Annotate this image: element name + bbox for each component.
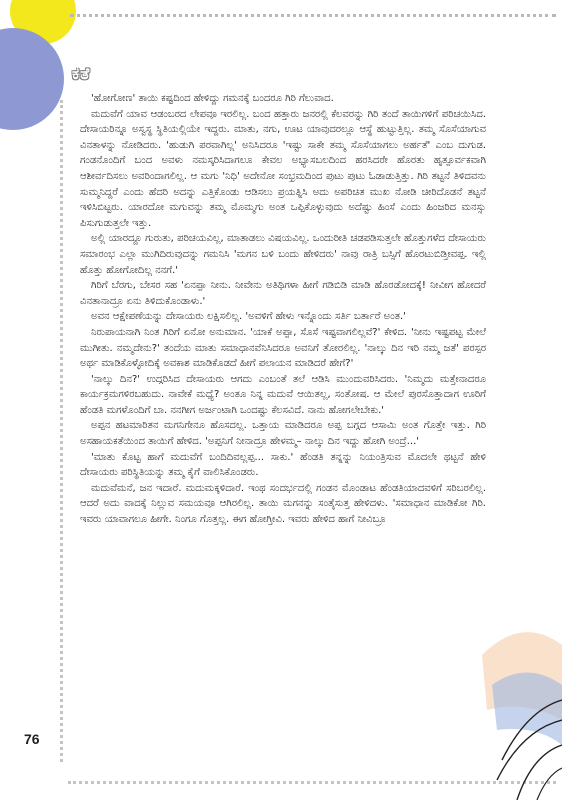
- page-number: 76: [24, 731, 40, 747]
- paragraph: 'ಹೋಗೋಣ' ತಾಯಿ ಕಷ್ಟದಿಂದ ಹೇಳಿದ್ದು ಗಮನಕ್ಕೆ ಬಂದರೂ ಗಿರಿ ಗೆಲುವಾದ.: [91, 93, 334, 104]
- paragraph: ಅಲ್ಲಿ ಯಾರದ್ದೂ ಗುರುತು, ಪರಿಚಯವಿಲ್ಲ, ಮಾತಾಡಲು ವಿಷಯವಿಲ್ಲ. ಒಂದುರೀತಿ ಚಡಪಡಿಸುತ್ತಲೇ ಹೊತ್ತುಗಳೆದ ದೇಸಾಯರು ಸಮಾರಂಭ ಎಲ್ಲಾ ಮುಗಿದಿರುವುದನ್ನು ಗಮನಿಸಿ 'ಮಗನ ಬಳಿ ಬಂದು ಹೇಳಿದರು' ನಾವು ರಾತ್ರಿ ಬಸ್ಸಿಗೆ ಹೊರಟುಬಿಡ್ತೀವಪ್ಪ. ಇಲ್ಲಿ ಹೊತ್ತು ಹೋಗೋದಿಲ್ಲ ನನಗೆ.': [80, 233, 486, 276]
- story-body: [80, 91, 486, 528]
- decorative-illustration: [467, 560, 562, 800]
- paragraph: ಅಪ್ಪನ ಹಟಮಾರಿತನ ಮಗನಿಗೇನೂ ಹೊಸದಲ್ಲ. ಒತ್ತಾಯ ಮಾಡಿದರೂ ಅಪ್ಪ ಬಗ್ಗದ ಆಸಾಮಿ ಅಂತ ಗೊತ್ತೇ ಇತ್ತು. ಗಿರಿ ಅಸಹಾಯಕತೆಯಿಂದ ತಾಯಿಗೆ ಹೇಳಿದ. 'ಅಪ್ಪನಿಗೆ ನೀನಾದ್ರೂ ಹೇಳಮ್ಮ– ನಾಲ್ಕು ದಿನ ಇದ್ದು ಹೋಗಿ ಅಂದ್ರೆ...': [80, 420, 486, 448]
- paragraph: ಗಿರಿಗೆ ಬೆರಗು, ಬೇಸರ ಸಹ 'ಏನಪ್ಪಾ ನೀನು. ನೀವೇನು ಅತಿಥಿಗಳಾ ಹೀಗೆ ಗಡಿಬಿಡಿ ಮಾಡಿ ಹೊರಡೋದಕ್ಕೆ! ನೀವೀಗ ಹೋದರೆ ವಿನತಾನಾದ್ರೂ ಏನು ತಿಳಿದುಕೊಂಡಾಳು.': [80, 280, 486, 307]
- top-dotted-border: [70, 14, 556, 17]
- paragraph: ಅವನ ಆಕ್ಷೇಪಣೆಯನ್ನು ದೇಸಾಯರು ಲಕ್ಷಿಸಲಿಲ್ಲ. 'ಅವಳಿಗೆ ಹೇಳು ಇನ್ನೊಂದು ಸರ್ತಿ ಬರ್ತಾರೆ ಅಂತ.': [91, 311, 406, 323]
- paragraph: 'ಮಾತು ಕೊಟ್ಟ ಹಾಗೆ ಮದುವೆಗೆ ಬಂದಿದಿವಲ್ಲಪ್ಪ... ಸಾಕು.' ಹೆಂಡತಿ ತನ್ನನ್ನು ನಿಯಂತ್ರಿಸುವ ಮೊದಲೇ ಥಟ್ಟನೆ ಹೇಳಿ ದೇಸಾಯರು ಪರಿಸ್ಥಿತಿಯನ್ನು ತಮ್ಮ ಕೈಗೆ ವಾಲಿಸಿಕೊಂಡರು.: [80, 451, 486, 479]
- paragraph: ಮದುವೆಮನೆ, ಜನ ಇದಾರೆ. ಮದುಮಕ್ಕಳಿದಾರೆ. ಇಂಥ ಸಂದರ್ಭದಲ್ಲಿ ಗಂಡನ ಮೊಂಡಾಟ ಹೆಂಡತಿಯಾದವಳಿಗೆ ಸರಿಬರಲಿಲ್ಲ. ಆದರೆ ಅದು ವಾದಕ್ಕೆ ನಿಲ್ಲುವ ಸಮಯವೂ ಆಗಿರಲಿಲ್ಲ. ತಾಯಿ ಮಗನನ್ನು ಸಂತೈಸುತ್ತ ಹೇಳಿದಳು. 'ಸಮಾಧಾನ ಮಾಡಿಕೋ ಗಿರಿ. ಇವರು ಯಾವಾಗಲೂ ಹೀಗೇ. ನಿಂಗೂ ಗೊತ್ತಲ್ಲ. ಈಗ ಹೋಗ್ತೀವಿ. ಇವರು ಹೇಳಿದ ಹಾಗೆ ನೀವಿಬ್ರೂ: [80, 482, 486, 526]
- section-label: ಕತೆ: [72, 64, 91, 83]
- left-dotted-border: [60, 100, 63, 762]
- paragraph: ನಿರುಪಾಯನಾಗಿ ನಿಂತ ಗಿರಿಗೆ ಏನೋ ಅನುಮಾನ. 'ಯಾಕೆ ಅಪ್ಪಾ, ಸೊಸೆ ಇಷ್ಟವಾಗಲಿಲ್ಲವೆ?' ಕೇಳಿದ. 'ನೀನು ಇಷ್ಟಪಟ್ಟ ಮೇಲೆ ಮುಗೀತು. ನಮ್ಮದೇನು?' ತಂದೆಯ ಮಾತು ಸಮಾಧಾನವೆನಿಸಿದರೂ ಅವನಿಗೆ ತೋರಲಿಲ್ಲ. 'ನಾಲ್ಕು ದಿನ ಇರಿ ನಮ್ಮ ಜತೆ' ಪರಸ್ಪರ ಅರ್ಥ ಮಾಡಿಕೊಳ್ಳೋದಿಕ್ಕೆ ಅವಕಾಶ ಮಾಡಿಕೊಡದೆ ಹೀಗೆ ಪಲಾಯನ ಮಾಡಿದರೆ ಹೇಗೆ?': [80, 326, 486, 370]
- decorative-blue-circle: [0, 28, 64, 130]
- paragraph: ಮದುವೆಗೆ ಯಾವ ಆಡಂಬರದ ಲೇಪವೂ ಇರಲಿಲ್ಲ. ಬಂದ ಹತ್ತಾರು ಜನರಲ್ಲಿ ಕೆಲವರನ್ನು ಗಿರಿ ತಂದೆ ತಾಯಿಗಳಿಗೆ ಪರಿಚಯಿಸಿದ. ದೇಸಾಯರಿನ್ನೂ ಅಸ್ವಸ್ಥ ಸ್ಥಿತಿಯಲ್ಲಿಯೇ ಇದ್ದರು. ಮಾತು, ನಗು, ಊಟ ಯಾವುದರಲ್ಲೂ ಆಸ್ಥೆ ಹುಟ್ಟುತ್ತಿಲ್ಲ. ತಮ್ಮ ಸೊಸೆಯಾಗುವ ವಿನತಾಳನ್ನು ನೋಡಿದರು. 'ಹುಡುಗಿ ಪರವಾಗಿಲ್ಲ' ಅನಿಸಿದರೂ 'ಇಷ್ಟು ಸಾಕೇ ತಮ್ಮ ಸೊಸೆಯಾಗಲು ಅರ್ಹತೆ' ಎಂಬ ದುಗುಡ. ಗಂಡನೊಂದಿಗೆ ಬಂದ ಅವಳು ನಮಸ್ಕರಿಸಿದಾಗಲೂ ಕೇವಲ ಅಭ್ಯಾಸಬಲದಿಂದ ಹರಸಿದರೇ ಹೊರತು ಹೃತ್ಪೂರ್ವಕವಾಗಿ ಆಶೀರ್ವದಿಸಲು ಅವರಿಂದಾಗಲಿಲ್ಲ. ಆ ಮಗು 'ನಿಧಿ' ಅದೇನೋ ಸಂಭ್ರಮದಿಂದ ಪುಟು ಪುಟು ಓಡಾಡುತ್ತಿತ್ತು. ಗಿರಿ ತಟ್ಟನೆ ತಿಳಿದವನು ಸುಮ್ಮನಿದ್ದರೆ ಎಂದು ಹೆದರಿ ಅದನ್ನು ಎತ್ತಿಕೊಂಡು ಆಡಿಸಲು ಪ್ರಯತ್ನಿಸಿ ಅದು ಅಪರಿಚಿತ ಮುಖ ನೋಡಿ ಚೀರಿದೊಡನೆ ತಟ್ಟನೆ ಇಳಿಸಿಬಿಟ್ಟರು. ಯಾರದೋ ಮಗುವನ್ನು ತಮ್ಮ ಮೊಮ್ಮಗು ಅಂತ ಒಪ್ಪಿಕೊಳ್ಳುವುದು ಅದೆಷ್ಟು ಹಿಂಸೆ ಎಂದು ಹಿಂಜರಿದ ಮನಸ್ಸು ಪಿಸುಗುಡುತ್ತಲೇ ಇತ್ತು.: [80, 108, 486, 229]
- paragraph: 'ನಾಲ್ಕು ದಿನ?' ಉದ್ಗರಿಸಿದ ದೇಸಾಯರು ಆಗದು ಎಂಬಂತೆ ತಲೆ ಆಡಿಸಿ ಮುಂದುವರಿಸಿದರು. 'ನಿಮ್ಮದು ಮತ್ತೇನಾದರೂ ಕಾರ್ಯಕ್ರಮಗಳಿರಬಹುದು. ನಾವೇಕೆ ಮಧ್ಯೆ? ಅಂತೂ ನಿನ್ನ ಮದುವೆ ಆಯಿತಲ್ಲ, ಸಂತೋಷ. ಆ ಮೇಲೆ ಪುರಸೊತ್ತಾದಾಗ ಊರಿಗೆ ಹೆಂಡತಿ ಮಗಳೊಂದಿಗೆ ಬಾ. ನನಗೀಗ ಅರ್ಜಂಟಾಗಿ ಒಂದಷ್ಟು ಕೆಲಸವಿದೆ. ನಾನು ಹೋಗಲೇಬೇಕು.': [80, 373, 486, 416]
